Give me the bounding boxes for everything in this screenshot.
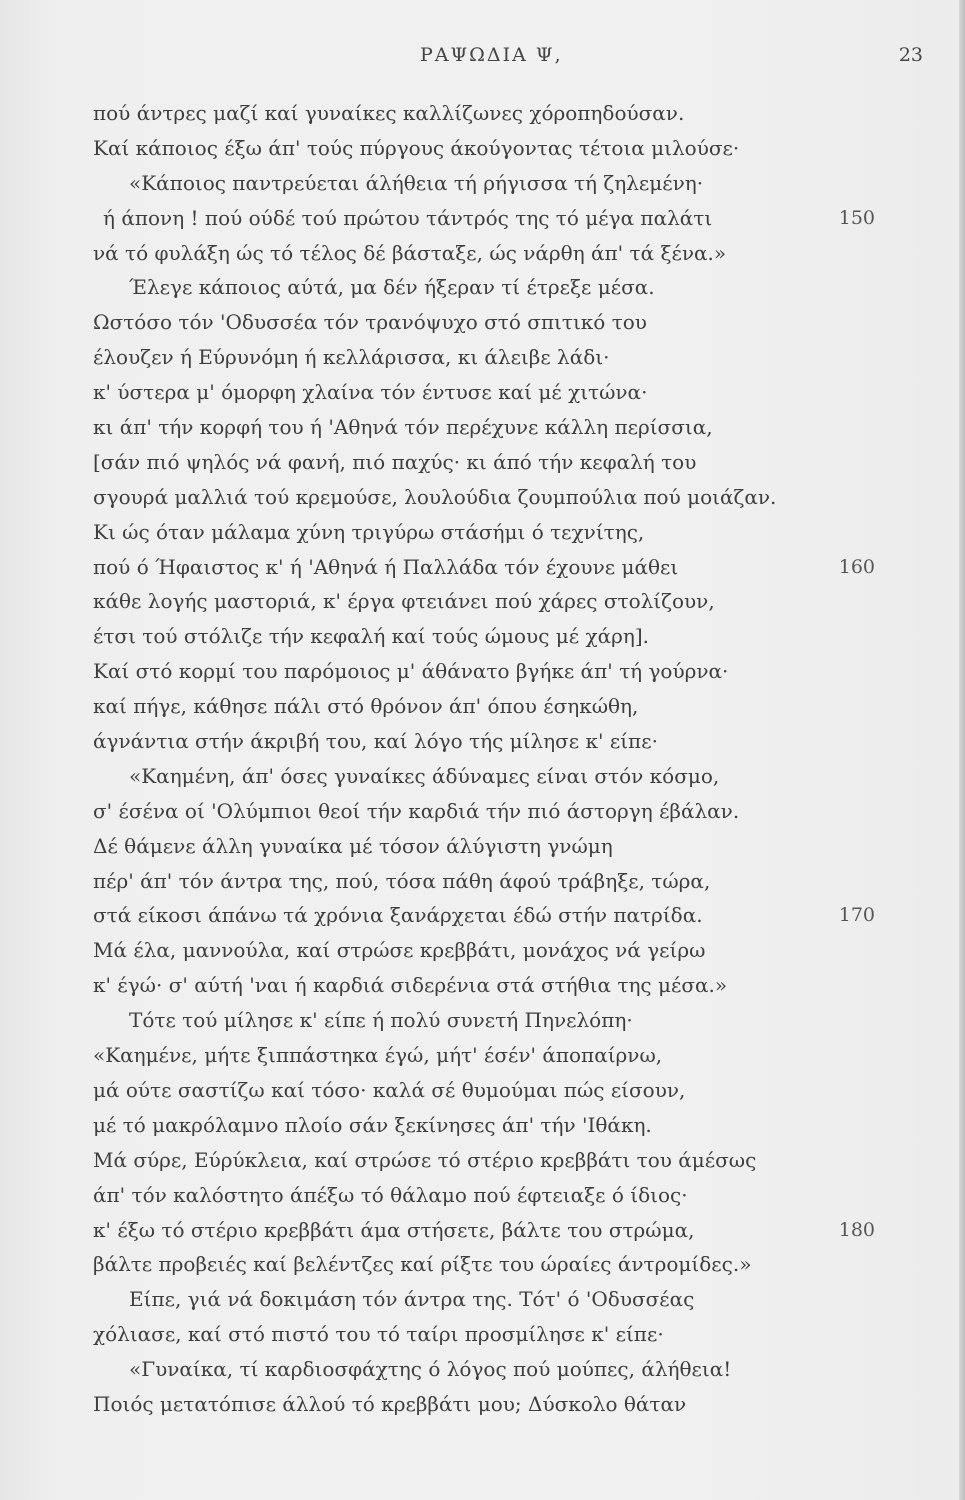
verse-text: Καί στό κορμί του παρόμοιος μ' άθάνατο βγήκε άπ' τή γούρνα· [93,659,729,684]
verse-line [93,1247,873,1282]
verse-line [93,898,873,933]
verse-line [93,305,873,340]
verse-text: κ' έξω τό στέριο κρεββάτι άμα στήσετε, βάλτε του στρώμα, [93,1217,695,1242]
verse-line [93,96,873,131]
verse-line [93,759,873,794]
running-header: ΡΑΨΩΔΙΑ Ψ, [420,44,563,66]
verse-line [93,480,873,515]
verse-line [93,131,873,166]
verse-text: πού ό Ήφαιστος κ' ή 'Αθηνά ή Παλλάδα τόν έχουνε μάθει [93,554,679,579]
verse-text: κ' έγώ· σ' αύτή 'ναι ή καρδιά σιδερένια στά στήθια της μέσα.» [93,973,728,998]
verse-text: Είπε, γιά νά δοκιμάση τόν άντρα της. Τότ' ό 'Οδυσσέας [129,1287,695,1312]
verse-text: κάθε λογής μαστοριά, κ' έργα φτειάνει πού χάρες στολίζουν, [93,589,715,614]
verse-line [93,166,873,201]
verse-line [93,1038,873,1073]
verse-text: Μά έλα, μαννούλα, καί στρώσε κρεββάτι, μονάχος νά γείρω [93,938,706,963]
verse-line [93,550,873,585]
verse-text: Ωστόσο τόν 'Οδυσσέα τόν τρανόψυχο στό σπιτικό του [93,310,647,335]
verse-line [93,654,873,689]
verse-line [93,933,873,968]
verse-line [93,1213,873,1248]
verse-line [93,619,873,654]
verse-line [93,270,873,305]
verse-line [93,410,873,445]
verse-line [93,1108,873,1143]
verse-line [93,1352,873,1387]
line-number: 160 [838,555,875,578]
verse-line [93,375,873,410]
verse-text: πού άντρες μαζί καί γυναίκες καλλίζωνες χόροπηδούσαν. [93,101,685,125]
verse-text: ή άπονη ! πού ούδέ τού πρώτου τάντρός της τό μέγα παλάτι [103,205,713,230]
page-number: 23 [898,44,923,66]
verse-text: άγνάντια στήν άκριβή του, καί λόγο τής μίλησε κ' είπε· [93,729,658,754]
line-number: 150 [838,206,875,229]
line-number: 170 [838,904,875,927]
verse-text: στά είκοσι άπάνω τά χρόνια ξανάρχεται έδώ στήν πατρίδα. [93,903,703,928]
verse-text: καί πήγε, κάθησε πάλι στό θρόνον άπ' όπου έσηκώθη, [93,694,639,719]
verse-line [93,829,873,864]
verse-line [93,794,873,829]
verse-text: Ποιός μετατόπισε άλλού τό κρεββάτι μου; Δύσκολο θάταν [93,1391,687,1416]
verse-line [93,236,873,271]
verse-line [93,584,873,619]
verse-text: [σάν πιό ψηλός νά φανή, πιό παχύς· κι άπό τήν κεφαλή του [93,449,697,474]
verse-text: «Γυναίκα, τί καρδιοσφάχτης ό λόγος πού μούπες, άλήθεια! [129,1357,732,1382]
verse-text: νά τό φυλάξη ώς τό τέλος δέ βάσταξε, ώς νάρθη άπ' τά ξένα.» [93,240,727,265]
verse-text: μά ούτε σαστίζω καί τόσο· καλά σέ θυμούμαι πώς είσουν, [93,1077,686,1102]
verse-text: άπ' τόν καλόστητο άπέξω τό θάλαμο πού έφτειαξε ό ίδιος· [93,1182,688,1207]
verse-text: σγουρά μαλλιά τού κρεμούσε, λουλούδια ζουμπούλια πού μοιάζαν. [93,484,777,509]
line-number: 180 [838,1218,875,1241]
verse-text: χόλιασε, καί στό πιστό του τό ταίρι προσμίλησε κ' είπε· [93,1322,664,1347]
verse-line [93,445,873,480]
verse-text: κ' ύστερα μ' όμορφη χλαίνα τόν έντυσε καί μέ χιτώνα· [93,380,648,405]
verse-line [93,864,873,899]
verse-text: Μά σύρε, Εύρύκλεια, καί στρώσε τό στέριο κρεββάτι του άμέσως [93,1147,757,1172]
verse-text: πέρ' άπ' τόν άντρα της, πού, τόσα πάθη άφού τράβηξε, τώρα, [93,868,711,893]
verse-text: έλουζεν ή Εύρυνόμη ή κελλάρισσα, κι άλειβε λάδι· [93,345,610,370]
verse-line [93,1143,873,1178]
verse-text: μέ τό μακρόλαμνο πλοίο σάν ξεκίνησες άπ' τήν 'Ιθάκη. [93,1112,652,1137]
verse-line [93,724,873,759]
verse-line [93,689,873,724]
verse-line [93,515,873,550]
verse-line [93,1178,873,1213]
verse-line [93,968,873,1003]
verse-line [93,1317,873,1352]
verse-text: «Καημένη, άπ' όσες γυναίκες άδύναμες είναι στόν κόσμο, [129,763,720,788]
verse-text: «Κάποιος παντρεύεται άλήθεια τή ρήγισσα τή ζηλεμένη· [129,170,704,195]
verse-text: Δέ θάμενε άλλη γυναίκα μέ τόσον άλύγιστη γνώμη [93,833,613,858]
verse-text: βάλτε προβειές καί βελέντζες καί ρίξτε του ώραίες άντρομίδες.» [93,1252,752,1277]
verse-line [93,1073,873,1108]
verse-line [93,1387,873,1422]
verse-text: σ' έσένα οί 'Ολύμπιοι θεοί τήν καρδιά τήν πιό άστοργη έβάλαν. [93,798,740,823]
verse-line [93,340,873,375]
poem-text [93,96,873,1422]
verse-text: έτσι τού στόλιζε τήν κεφαλή καί τούς ώμους μέ χάρη]. [93,624,650,649]
verse-text: κι άπ' τήν κορφή του ή 'Αθηνά τόν περέχυνε κάλλη περίσσια, [93,415,713,440]
verse-text: Τότε τού μίλησε κ' είπε ή πολύ συνετή Πηνελόπη· [129,1008,633,1033]
verse-line [93,201,873,236]
verse-text: Καί κάποιος έξω άπ' τούς πύργους άκούγοντας τέτοια μιλούσε· [93,135,740,160]
verse-text: Κι ώς όταν μάλαμα χύνη τριγύρω στάσήμι ό τεχνίτης, [93,519,645,544]
verse-text: «Καημένε, μήτε ξιππάστηκα έγώ, μήτ' έσέν' άποπαίρνω, [93,1043,663,1068]
verse-line [93,1282,873,1317]
page-edge [959,0,965,1500]
verse-text: Έλεγε κάποιος αύτά, μα δέν ήξεραν τί έτρεξε μέσα. [129,275,655,300]
verse-line [93,1003,873,1038]
